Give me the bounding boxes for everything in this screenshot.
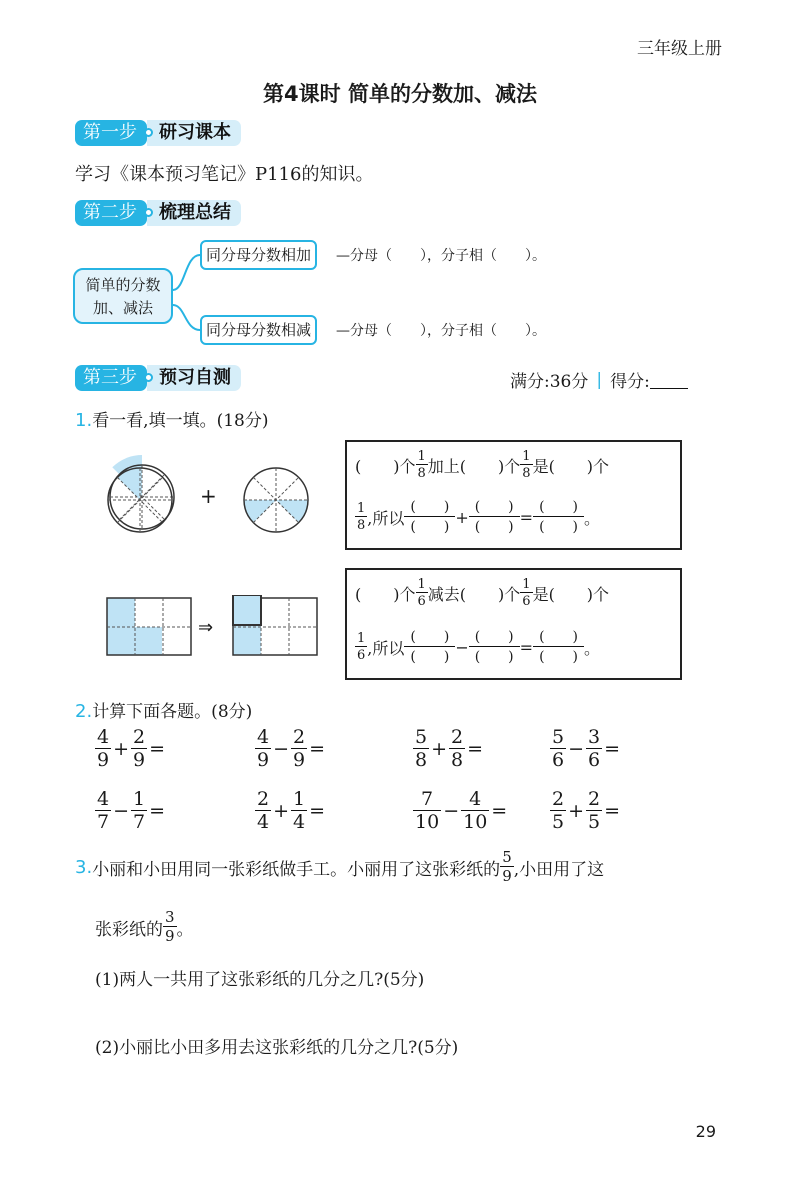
operator: − <box>568 738 585 760</box>
equals-sign: = <box>604 800 621 822</box>
operator: − <box>273 738 290 760</box>
equals-sign: = <box>491 800 508 822</box>
operator: − <box>113 800 130 822</box>
q2-problem <box>95 790 167 832</box>
arrow-icon: ⇒ <box>198 617 214 638</box>
answer-fraction-blank[interactable]: $\frac{( )}{( )}$ <box>533 500 584 534</box>
fraction: $\frac{4}{7}$ <box>97 788 110 833</box>
step1-label: 研习课本 <box>147 120 241 146</box>
equals-sign: = <box>309 738 326 760</box>
fraction: $\frac{4}{9}$ <box>257 726 270 771</box>
q2-problems <box>95 728 695 843</box>
grade-label: 三年级上册 <box>637 39 722 59</box>
mindmap-rule-add: —分母（ ），分子相（ ）。 <box>336 248 546 264</box>
fraction: $\frac{2}{9}$ <box>293 726 306 771</box>
equals-sign: = <box>309 800 326 822</box>
q1-circle-b <box>239 463 313 537</box>
full-score: 满分:36分 <box>510 372 589 392</box>
step1-pill: 第一步 <box>75 120 147 146</box>
step3-pill: 第三步 <box>75 365 147 391</box>
fraction: $\frac{7}{10}$ <box>415 788 440 833</box>
equals-sign: = <box>604 738 621 760</box>
mindmap-node-add: 同分母分数相加 <box>200 240 317 270</box>
operator: + <box>568 800 585 822</box>
page-title: 第4课时 简单的分数加、减法 <box>263 82 537 106</box>
q1-rectangles-figure <box>105 595 327 661</box>
score-separator: | <box>596 369 603 390</box>
score-got-label: 得分: <box>610 372 650 392</box>
q1-heading: 1.看一看,填一填。(18分) <box>75 410 269 431</box>
fraction: $\frac{5}{8}$ <box>415 726 428 771</box>
answer-fraction-blank[interactable]: $\frac{( )}{( )}$ <box>404 500 455 534</box>
q2-problem <box>550 728 622 770</box>
operator: + <box>273 800 290 822</box>
fraction: $\frac{1}{4}$ <box>293 788 306 833</box>
equals-sign: = <box>149 800 166 822</box>
q3-subquestion-1: (1)两人一共用了这张彩纸的几分之几?(5分) <box>95 970 425 990</box>
answer-fraction-blank[interactable]: $\frac{( )}{( )}$ <box>469 630 520 664</box>
equals-sign: = <box>149 738 166 760</box>
operator: + <box>431 738 448 760</box>
step2-pill: 第二步 <box>75 200 147 226</box>
q2-problem <box>413 728 485 770</box>
fraction: $\frac{3}{6}$ <box>588 726 601 771</box>
score-area <box>510 367 688 392</box>
q2-heading: 2.计算下面各题。(8分) <box>75 701 253 722</box>
operator: − <box>443 800 460 822</box>
mindmap-rule-subtract: —分母（ ），分子相（ ）。 <box>336 323 546 339</box>
page-number: 29 <box>695 1122 716 1141</box>
fraction: $\frac{1}{7}$ <box>133 788 146 833</box>
q3-subquestion-2: (2)小丽比小田多用去这张彩纸的几分之几?(5分) <box>95 1038 459 1058</box>
fraction: $\frac{2}{8}$ <box>451 726 464 771</box>
fraction: $\frac{4}{10}$ <box>463 788 488 833</box>
q1-plus-sign: + <box>200 484 217 508</box>
fraction: $\frac{2}{4}$ <box>257 788 270 833</box>
q1-fill-box-2: ( )个 $\frac{1}{6}$ 减去( )个 $\frac{1}{6}$ 是( )个 $\frac{1}{6}$ ,所以 $\frac{( )}{( )}$ − $\frac{( )}{( )}$ = $\frac{( )}{( )}$ 。 <box>345 568 682 680</box>
answer-fraction-blank[interactable]: $\frac{( )}{( )}$ <box>469 500 520 534</box>
operator: + <box>113 738 130 760</box>
fraction: $\frac{2}{9}$ <box>133 726 146 771</box>
mindmap-node-subtract: 同分母分数相减 <box>200 315 317 345</box>
fraction: $\frac{2}{5}$ <box>552 788 565 833</box>
q2-problem <box>413 790 509 832</box>
step3-header <box>75 365 241 391</box>
step-dot-icon <box>144 373 153 382</box>
mindmap-center: 简单的分数 加、减法 <box>73 268 173 324</box>
fraction: $\frac{2}{5}$ <box>588 788 601 833</box>
score-blank[interactable] <box>650 371 688 389</box>
step1-text: 学习《课本预习笔记》P116的知识。 <box>75 164 374 185</box>
mindmap-connectors <box>0 0 800 400</box>
step2-label: 梳理总结 <box>147 200 241 226</box>
q2-problem <box>255 728 327 770</box>
q2-problem <box>95 728 167 770</box>
q3-line1: 3. 小丽和小田用同一张彩纸做手工。小丽用了这张彩纸的 $\frac{5}{9}$ ,小田用了这 <box>75 848 605 885</box>
q3-line2: 张彩纸的 $\frac{3}{9}$ 。 <box>95 908 194 945</box>
step3-label: 预习自测 <box>147 365 241 391</box>
fraction: $\frac{4}{9}$ <box>97 726 110 771</box>
fraction: $\frac{5}{6}$ <box>552 726 565 771</box>
q1-fill-box-1: ( )个 $\frac{1}{8}$ 加上( )个 $\frac{1}{8}$ 是( )个 $\frac{1}{8}$ ,所以 $\frac{( )}{( )}$ + $\frac{( )}{( )}$ = $\frac{( )}{( )}$ 。 <box>345 440 682 550</box>
q1-circle-a <box>103 463 177 537</box>
answer-fraction-blank[interactable]: $\frac{( )}{( )}$ <box>404 630 455 664</box>
q2-problem <box>255 790 327 832</box>
equals-sign: = <box>467 738 484 760</box>
answer-fraction-blank[interactable]: $\frac{( )}{( )}$ <box>533 630 584 664</box>
q2-problem <box>550 790 622 832</box>
